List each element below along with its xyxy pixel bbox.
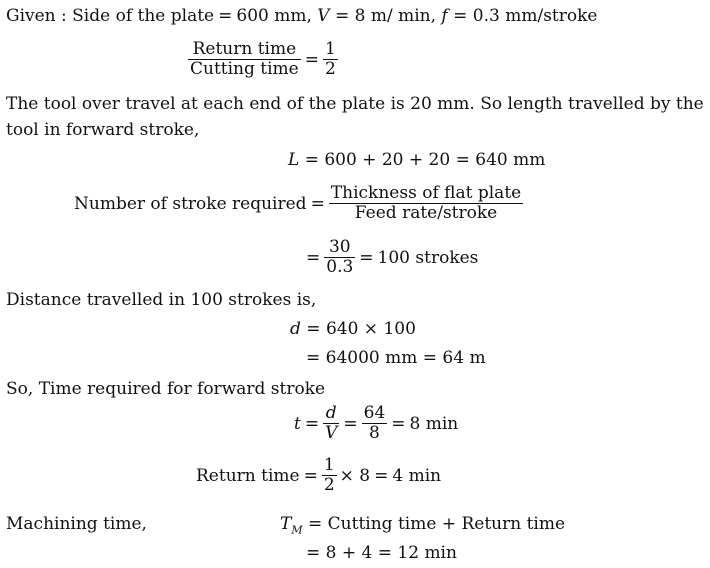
forward-equation: t = $\frac{d}{V}$ = $\frac{64}{8}$ = 8 min <box>294 403 459 443</box>
forward-frac2-den: 8 <box>369 423 380 443</box>
forward-frac1 <box>323 404 339 443</box>
strokes-numerator: Thickness of flat plate <box>330 183 522 203</box>
distance-result-line: = 64000 mm = 64 m <box>306 348 486 368</box>
ratio-equation: $\frac{\text{Return time}}{\text{Cutting time}}$ = $\frac{1}{2}$ <box>190 39 336 79</box>
ratio-fraction <box>188 40 301 79</box>
ratio-value-den: 2 <box>325 59 336 79</box>
distance-result: 64000 mm = 64 m <box>325 348 486 368</box>
return-result: 4 min <box>392 465 442 486</box>
strokes-label: Number of stroke required <box>74 193 307 214</box>
given-label: Given : Side of the plate <box>6 6 215 26</box>
side-value: 600 mm <box>236 6 307 26</box>
length-equation: L = 600 + 20 + 20 = 640 mm <box>288 150 546 170</box>
strokes-result: 100 strokes <box>377 247 479 268</box>
strokes-fraction <box>329 184 523 223</box>
length-expression: 600 + 20 + 20 <box>324 150 451 170</box>
ratio-value-fraction <box>323 40 338 79</box>
given-line: Given : Side of the plate = 600 mm, V = 8 m/ min, f = 0.3 mm/stroke <box>6 6 598 26</box>
v-symbol: V <box>317 6 330 26</box>
forward-text: So, Time required for forward stroke <box>6 379 326 399</box>
forward-symbol: t <box>294 413 301 434</box>
strokes-denominator: Feed rate/stroke <box>354 203 498 223</box>
f-symbol: f <box>441 6 448 26</box>
forward-frac2 <box>362 404 388 443</box>
strokes-value-equation: = $\frac{30}{0.3}$ = 100 strokes <box>306 237 479 277</box>
ratio-numerator: Return time <box>188 40 301 60</box>
machining-result-line: = 8 + 4 = 12 min <box>306 543 457 563</box>
distance-equation: d = 640 × 100 <box>290 319 416 339</box>
distance-expression: 640 × 100 <box>325 319 416 339</box>
strokes-value-den: 0.3 <box>326 257 354 277</box>
forward-frac1-den: V <box>325 423 338 443</box>
overtravel-line-1: The tool over travel at each end of the plate is 20 mm. So length travelled by the <box>6 94 704 114</box>
return-frac-den: 2 <box>323 475 335 495</box>
forward-frac2-num: 64 <box>363 403 386 423</box>
forward-frac1-num: d <box>323 404 339 424</box>
length-result: 640 mm <box>475 150 546 170</box>
strokes-value-fraction <box>324 238 355 277</box>
distance-text: Distance travelled in 100 strokes is, <box>6 290 317 310</box>
machining-expression: Cutting time + Return time <box>327 514 566 534</box>
strokes-value-num: 30 <box>324 238 355 258</box>
machining-sum: 8 + 4 <box>325 543 373 563</box>
v-value: 8 m/ min <box>354 6 431 26</box>
machining-symbol: T <box>280 514 292 534</box>
forward-result: 8 min <box>409 413 459 434</box>
machining-equation: $T_M$ = Cutting time + Return time <box>280 514 566 537</box>
ratio-denominator: Cutting time <box>190 59 299 79</box>
machining-subscript: M <box>291 523 303 537</box>
f-value: 0.3 mm/stroke <box>472 6 598 26</box>
return-equation: Return time = $\frac{1}{2}$ × 8 = 4 min <box>196 455 442 495</box>
machining-result: 12 min <box>397 543 457 563</box>
return-frac-num: 1 <box>323 455 335 475</box>
overtravel-line-2: tool in forward stroke, <box>6 120 200 140</box>
length-symbol: L <box>288 150 300 170</box>
machining-label: Machining time, <box>6 514 147 534</box>
return-label: Return time <box>196 465 300 486</box>
return-fraction <box>322 456 337 495</box>
ratio-value-num: 1 <box>325 39 336 59</box>
strokes-equation: Number of stroke required = $\frac{\text{Thickness of flat plate}}{\text{Feed rate/stroke}}$ <box>74 183 522 223</box>
return-multiplier: × 8 <box>339 465 371 486</box>
distance-symbol: d <box>290 319 301 339</box>
